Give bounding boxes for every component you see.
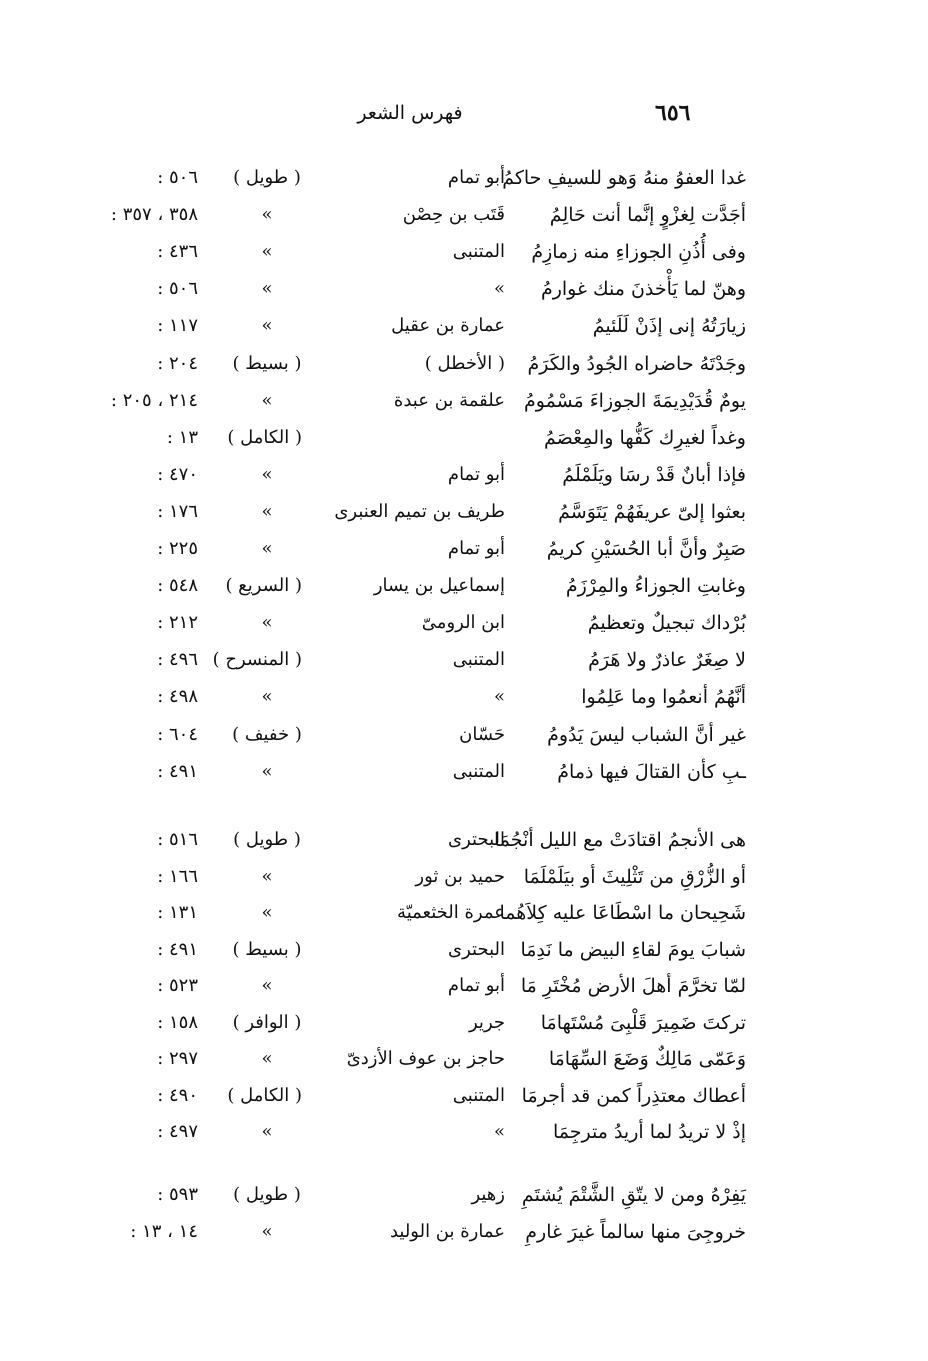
verse-text: وغداً لغيرِك كَفُّها والمِعْصَمُ (543, 426, 746, 449)
verse-text: أجَدَّت لِغزْوٍ إنَّما أنت حَالِمُ (549, 204, 746, 227)
poet-name: المتنبى (452, 649, 505, 671)
verse-text: وهنّ لما يَأْخذنَ منك غوارمُ (540, 278, 746, 301)
verse-text: إذْ لا تريدُ لما أريدُ مترجِمَا (553, 1121, 746, 1143)
verse-text: زيارَتُهُ إنى إذَنْ لَلَئيمُ (592, 315, 746, 338)
page-references: ١٣١ : (157, 902, 198, 923)
verse-text: شبابَ يومَ لقاءِ البيض ما نَدِمَا (520, 938, 746, 961)
page-references: ٥٤٨ : (157, 575, 198, 597)
page-references: ٤٩١ : (157, 938, 198, 960)
poet-name: أبو تمام (447, 463, 505, 485)
verse-text: لمّا تخرَّمَ أهلَ الأرض مُخْتَرِ مَا (520, 975, 746, 997)
meter-name: ( خفيف ) (232, 723, 302, 745)
verse-text: لا صِغَرٌ عاذرٌ ولا هَرَمُ (588, 649, 746, 672)
poet-name: جرير (469, 1011, 505, 1033)
page-references: ١١٧ : (157, 315, 198, 337)
meter-name: » (261, 500, 273, 522)
poet-name: » (493, 686, 505, 708)
poet-name: ( الأخطل ) (424, 352, 505, 374)
poet-name: عمارة بن الوليد (389, 1221, 505, 1242)
verse-text: بعثوا إلىّ عريفَهُمْ يَتَوَسَّمُ (558, 500, 746, 523)
poet-name: عمارة بن عقيل (391, 315, 505, 337)
verse-text: صَبِرٌ وأنَّ أبا الحُسَيْنِ كريمُ (546, 538, 746, 560)
meter-name: ( السريع ) (225, 575, 302, 597)
page-references: ٢١٢ : (157, 612, 198, 634)
index-entry (0, 349, 928, 385)
page-references: ٣٥٨ ، ٣٥٧ : (110, 204, 198, 226)
verse-text: هى الأنجمُ اقتادَتْ مع الليل أنْجُمَا (494, 829, 746, 851)
meter-name: ( بسيط ) (232, 938, 302, 960)
verse-text: شَحِيحان ما اسْطَاعَا عليه كِلاَهُما (499, 902, 746, 924)
page-references: ٤٧٠ : (157, 463, 198, 485)
index-entry (0, 200, 928, 236)
verse-text: غدا العفوُ منهُ وَهو للسيفِ حاكمُ (502, 167, 746, 189)
meter-name: » (261, 686, 273, 708)
poet-name: » (493, 1121, 505, 1142)
index-entry (0, 825, 928, 861)
page-references: ٥٢٣ : (157, 975, 198, 996)
verse-text: بُرْداك تبجيلٌ وتعظيمُ (587, 612, 746, 635)
meter-name: » (261, 1048, 273, 1069)
page-references: ١٥٨ : (157, 1011, 198, 1033)
meter-name: » (261, 204, 273, 226)
verse-text: وغابتِ الجوزاءُ والمِرْزَمُ (565, 575, 746, 598)
poet-name: أبو تمام (447, 975, 505, 996)
index-entry (0, 460, 928, 496)
index-entry (0, 898, 928, 934)
verse-text: خروجِىَ منها سالماً غيرَ غارمِ (525, 1221, 746, 1243)
page-references: ٤٩١ : (157, 760, 198, 782)
poet-name: أبو تمام (447, 538, 505, 559)
meter-name: » (261, 241, 273, 263)
page-references: ٥١٦ : (157, 829, 198, 850)
verse-text: ـبِ كأن القتالَ فيها ذمامُ (557, 760, 746, 783)
poet-name: حَسّان (459, 723, 505, 745)
meter-name: ( طويل ) (233, 1184, 301, 1205)
page-references: ٤٩٧ : (157, 1121, 198, 1142)
poet-name: المتنبى (452, 241, 505, 263)
meter-name: ( بسيط ) (232, 352, 302, 374)
verse-text: وفى أُذُنِ الجوزاءِ منه زمازِمُ (531, 241, 746, 264)
page-references: ٥٠٦ : (157, 278, 198, 300)
verse-text: أو الزُّرْقِ من تَثْلِيثَ أو بيَلَمْلَمَا (523, 865, 746, 888)
poet-name: علقمة بن عبدة (393, 389, 505, 411)
page-references: ٢٢٥ : (157, 538, 198, 559)
meter-name: » (261, 760, 273, 782)
index-entry (0, 645, 928, 681)
index-entry (0, 497, 928, 533)
index-entry (0, 1008, 928, 1044)
poet-name: طريف بن تميم العنبرى (334, 500, 505, 522)
index-entry (0, 1044, 928, 1080)
page-references: ١٧٦ : (157, 500, 198, 522)
index-entry (0, 935, 928, 971)
page-references: ١٤ ، ١٣ : (130, 1221, 198, 1242)
index-entry (0, 1180, 928, 1216)
poet-name: إسماعيل بن يسار (373, 575, 505, 597)
page-references: ٢١٤ ، ٢٠٥ : (110, 389, 198, 411)
meter-name: » (261, 865, 273, 887)
poet-name: المتنبى (452, 1084, 505, 1106)
index-entry (0, 608, 928, 644)
index-entry (0, 571, 928, 607)
verse-text: أعطاك معتذِراً كمن قد أجرمَا (521, 1084, 746, 1107)
page-title: فهرس الشعر (357, 102, 463, 124)
verse-text: يومٌ قُدَيْدِيمَةَ الجوزاءَ مَسْمُومُ (524, 389, 746, 412)
index-entry (0, 163, 928, 199)
page-references: ٢٩٧ : (157, 1048, 198, 1069)
verse-text: أنَّهُمُ أنعمُوا وما عَلِمُوا (581, 686, 746, 709)
poet-name: حميد بن ثور (415, 865, 505, 887)
page-header (0, 100, 928, 136)
index-entry (0, 386, 928, 422)
page-references: ٤٩٠ : (157, 1084, 198, 1106)
index-entry (0, 1217, 928, 1253)
page-references: ٥٩٣ : (157, 1184, 198, 1205)
index-entry (0, 311, 928, 347)
meter-name: ( طويل ) (233, 167, 301, 188)
meter-name: » (261, 975, 273, 996)
meter-name: » (261, 1221, 273, 1242)
page-references: ٤٩٨ : (157, 686, 198, 708)
verse-text: فإذا أبانٌ قَدْ رسَا ويَلَمْلَمُ (562, 463, 746, 486)
verse-text: يَفِرْهُ ومن لا يتّقِ الشَّتْمَ يُشتَمِ (521, 1184, 746, 1206)
meter-name: » (261, 278, 273, 300)
meter-name: » (261, 389, 273, 411)
poet-name: حاجز بن عوف الأزدىّ (346, 1048, 505, 1069)
index-entry (0, 682, 928, 718)
verse-text: تركتَ ضَمِيرَ قَلْبِىَ مُسْتَهامَا (540, 1011, 746, 1034)
index-entry (0, 862, 928, 898)
meter-name: ( طويل ) (233, 829, 301, 850)
index-entry (0, 534, 928, 570)
index-entry (0, 237, 928, 273)
index-entry (0, 274, 928, 310)
poet-name: البحترى (448, 829, 505, 850)
page-references: ٢٠٤ : (157, 352, 198, 374)
index-entry (0, 971, 928, 1007)
index-entry (0, 423, 928, 459)
poet-name: المتنبى (452, 760, 505, 782)
poet-name: قَتَب بن حِصْن (402, 204, 505, 226)
meter-name: » (261, 538, 273, 559)
page-references: ٥٠٦ : (157, 167, 198, 188)
poet-name: » (493, 278, 505, 300)
meter-name: » (261, 315, 273, 337)
page-references: ٦٠٤ : (157, 723, 198, 745)
page-references: ١٣ : (166, 426, 198, 448)
meter-name: » (261, 902, 273, 923)
poet-name: ابن الرومىّ (421, 612, 505, 634)
poet-name: أبو تمام (447, 167, 505, 188)
verse-text: وجَدْتَهُ حاضراه الجُودُ والكَرَمُ (527, 352, 746, 375)
index-entry (0, 720, 928, 756)
meter-name: » (261, 463, 273, 485)
page-number: ٦٥٦ (655, 100, 691, 126)
page-references: ٤٣٦ : (157, 241, 198, 263)
poet-name: البحترى (448, 938, 505, 960)
meter-name: ( الكامل ) (227, 1084, 302, 1106)
poet-name: عمرة الخثعميّة (397, 902, 505, 923)
page-references: ٤٩٦ : (157, 649, 198, 671)
meter-name: » (261, 612, 273, 634)
verse-text: وَعَمّى مَالِكٌ وَضَعَ السِّهَامَا (548, 1048, 746, 1070)
meter-name: ( الكامل ) (227, 426, 302, 448)
meter-name: ( المنسرح ) (212, 649, 302, 671)
page-references: ١٦٦ : (157, 865, 198, 887)
meter-name: » (261, 1121, 273, 1142)
index-entry (0, 757, 928, 793)
index-entry (0, 1081, 928, 1117)
poet-name: زهير (471, 1184, 505, 1205)
index-entry (0, 1117, 928, 1153)
verse-text: غير أنَّ الشباب ليسَ يَدُومُ (547, 723, 746, 746)
meter-name: ( الوافر ) (232, 1011, 302, 1033)
